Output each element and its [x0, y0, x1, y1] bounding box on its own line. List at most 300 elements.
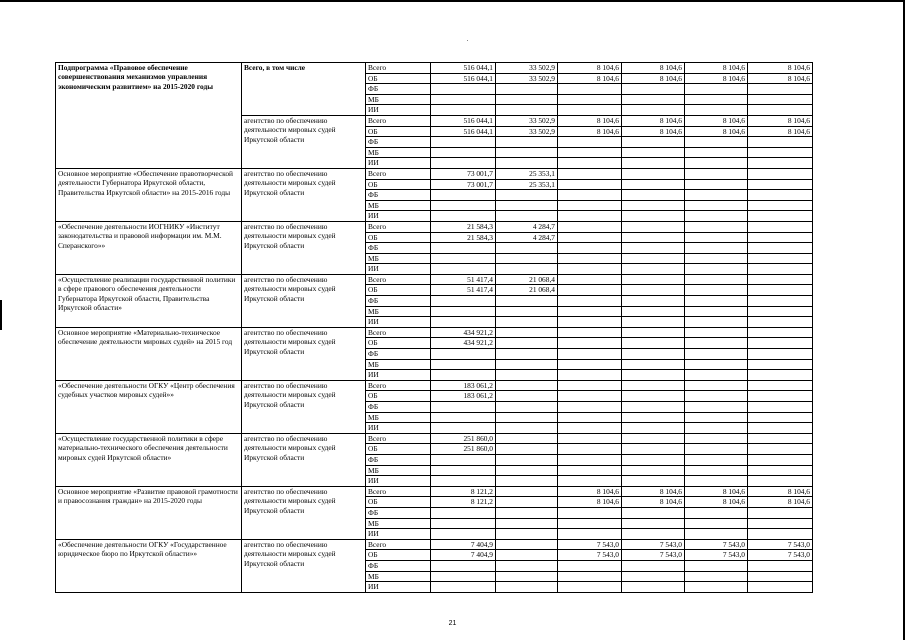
amount-cell: [622, 285, 685, 296]
amount-cell: 8 104,6: [748, 497, 813, 508]
amount-cell: [431, 158, 496, 169]
amount-cell: [748, 433, 813, 444]
amount-cell: 73 001,7: [431, 168, 496, 179]
amount-cell: [558, 200, 622, 211]
funding-source-cell: Всего: [366, 168, 431, 179]
amount-cell: [748, 412, 813, 423]
amount-cell: [431, 94, 496, 105]
amount-cell: [431, 200, 496, 211]
amount-cell: [748, 465, 813, 476]
amount-cell: [748, 518, 813, 529]
amount-cell: [622, 518, 685, 529]
amount-cell: [622, 264, 685, 275]
program-name-cell: «Обеспечение деятельности ОГКУ «Центр обеспечения судебных участков мировых судей»»: [56, 380, 242, 433]
amount-cell: [748, 84, 813, 95]
program-name-cell: «Осуществление реализации государственной политики в сфере правового обеспечения деятельности Губернатора Иркутской области, Правительства Иркутской области»: [56, 274, 242, 327]
amount-cell: 21 584,3: [431, 232, 496, 243]
funding-source-cell: МБ: [366, 200, 431, 211]
amount-cell: [685, 221, 748, 232]
amount-cell: [496, 539, 558, 550]
amount-cell: [748, 168, 813, 179]
amount-cell: [558, 391, 622, 402]
funding-source-cell: ФБ: [366, 507, 431, 518]
amount-cell: [622, 349, 685, 360]
amount-cell: [558, 444, 622, 455]
amount-cell: [685, 105, 748, 116]
funding-source-cell: ФБ: [366, 243, 431, 254]
amount-cell: [496, 571, 558, 582]
amount-cell: [748, 147, 813, 158]
amount-cell: [496, 486, 558, 497]
amount-cell: [748, 94, 813, 105]
amount-cell: [748, 158, 813, 169]
amount-cell: 8 104,6: [685, 73, 748, 84]
amount-cell: 8 104,6: [685, 486, 748, 497]
amount-cell: 434 921,2: [431, 327, 496, 338]
executor-cell: агентство по обеспечению деятельности мировых судей Иркутской области: [242, 380, 366, 433]
funding-source-cell: Всего: [366, 115, 431, 126]
amount-cell: [496, 211, 558, 222]
amount-cell: [431, 264, 496, 275]
amount-cell: 8 104,6: [558, 73, 622, 84]
amount-cell: [496, 476, 558, 487]
amount-cell: [431, 84, 496, 95]
amount-cell: [748, 105, 813, 116]
amount-cell: [558, 296, 622, 307]
amount-cell: [558, 243, 622, 254]
amount-cell: [431, 253, 496, 264]
funding-source-cell: ОБ: [366, 285, 431, 296]
amount-cell: [558, 253, 622, 264]
amount-cell: 183 061,2: [431, 391, 496, 402]
program-name-cell: Основное мероприятие «Развитие правовой грамотности и правосознания граждан» на 2015-2020 годы: [56, 486, 242, 539]
funding-source-cell: ОБ: [366, 179, 431, 190]
amount-cell: [496, 497, 558, 508]
funding-source-cell: Всего: [366, 63, 431, 74]
amount-cell: [558, 465, 622, 476]
amount-cell: [748, 454, 813, 465]
amount-cell: [748, 232, 813, 243]
amount-cell: [496, 529, 558, 540]
amount-cell: [558, 190, 622, 201]
amount-cell: [622, 507, 685, 518]
amount-cell: [685, 391, 748, 402]
page-number: 21: [448, 620, 457, 627]
amount-cell: [622, 465, 685, 476]
amount-cell: [622, 243, 685, 254]
amount-cell: [685, 518, 748, 529]
program-name-cell: «Обеспечение деятельности ИОГНИКУ «Институт законодательства и правовой информации им. М.М. Сперанского»»: [56, 221, 242, 274]
amount-cell: 7 543,0: [685, 539, 748, 550]
amount-cell: [622, 147, 685, 158]
amount-cell: [431, 412, 496, 423]
amount-cell: [496, 518, 558, 529]
table-row: [56, 274, 813, 285]
amount-cell: [558, 433, 622, 444]
table-row: [56, 433, 813, 444]
table-row: [56, 63, 813, 74]
amount-cell: 21 584,3: [431, 221, 496, 232]
funding-source-cell: Всего: [366, 539, 431, 550]
amount-cell: [685, 465, 748, 476]
amount-cell: 8 121,2: [431, 497, 496, 508]
amount-cell: [685, 349, 748, 360]
program-name-cell: Подпрограмма «Правовое обеспечение совершенствования механизмов управления экономическим развитием» на 2015-2020 годы: [56, 63, 242, 169]
amount-cell: [685, 211, 748, 222]
amount-cell: [496, 444, 558, 455]
amount-cell: [748, 179, 813, 190]
amount-cell: [496, 105, 558, 116]
amount-cell: [685, 147, 748, 158]
amount-cell: [622, 179, 685, 190]
amount-cell: [748, 560, 813, 571]
amount-cell: [496, 200, 558, 211]
amount-cell: [431, 349, 496, 360]
amount-cell: [622, 359, 685, 370]
amount-cell: [748, 285, 813, 296]
funding-source-cell: ИИ: [366, 476, 431, 487]
amount-cell: [748, 370, 813, 381]
table-row: [56, 221, 813, 232]
amount-cell: 516 044,1: [431, 126, 496, 137]
funding-source-cell: ОБ: [366, 73, 431, 84]
amount-cell: [496, 158, 558, 169]
amount-cell: [558, 211, 622, 222]
amount-cell: [496, 465, 558, 476]
amount-cell: [748, 296, 813, 307]
funding-source-cell: ИИ: [366, 317, 431, 328]
funding-source-cell: ОБ: [366, 391, 431, 402]
amount-cell: [685, 476, 748, 487]
amount-cell: [622, 338, 685, 349]
amount-cell: [622, 370, 685, 381]
amount-cell: [622, 253, 685, 264]
amount-cell: [748, 529, 813, 540]
amount-cell: 516 044,1: [431, 73, 496, 84]
amount-cell: 8 104,6: [685, 126, 748, 137]
amount-cell: 8 104,6: [622, 73, 685, 84]
amount-cell: [622, 296, 685, 307]
amount-cell: 33 502,9: [496, 126, 558, 137]
amount-cell: [496, 433, 558, 444]
amount-cell: [685, 232, 748, 243]
funding-source-cell: ФБ: [366, 402, 431, 413]
amount-cell: [431, 147, 496, 158]
amount-cell: [431, 296, 496, 307]
amount-cell: [685, 423, 748, 434]
amount-cell: [685, 190, 748, 201]
amount-cell: [496, 349, 558, 360]
funding-source-cell: Всего: [366, 221, 431, 232]
amount-cell: [558, 105, 622, 116]
amount-cell: [622, 168, 685, 179]
amount-cell: 8 104,6: [685, 115, 748, 126]
amount-cell: [431, 465, 496, 476]
amount-cell: [496, 94, 558, 105]
amount-cell: [685, 380, 748, 391]
amount-cell: 33 502,9: [496, 73, 558, 84]
amount-cell: [431, 306, 496, 317]
executor-cell: агентство по обеспечению деятельности мировых судей Иркутской области: [242, 433, 366, 486]
amount-cell: [496, 338, 558, 349]
table-row: [56, 539, 813, 550]
amount-cell: [748, 359, 813, 370]
funding-source-cell: МБ: [366, 412, 431, 423]
amount-cell: 251 860,0: [431, 444, 496, 455]
amount-cell: 4 284,7: [496, 232, 558, 243]
amount-cell: [748, 582, 813, 593]
amount-cell: [748, 444, 813, 455]
amount-cell: [558, 327, 622, 338]
amount-cell: [685, 306, 748, 317]
amount-cell: [496, 317, 558, 328]
amount-cell: [748, 402, 813, 413]
funding-source-cell: ОБ: [366, 444, 431, 455]
amount-cell: 7 543,0: [622, 550, 685, 561]
amount-cell: 4 284,7: [496, 221, 558, 232]
amount-cell: [558, 507, 622, 518]
funding-source-cell: ФБ: [366, 349, 431, 360]
amount-cell: [496, 412, 558, 423]
amount-cell: [558, 179, 622, 190]
table-row: [56, 380, 813, 391]
amount-cell: [685, 137, 748, 148]
funding-source-cell: МБ: [366, 465, 431, 476]
table-row: [56, 327, 813, 338]
amount-cell: [748, 200, 813, 211]
amount-cell: [622, 232, 685, 243]
amount-cell: [685, 529, 748, 540]
amount-cell: [496, 402, 558, 413]
amount-cell: [496, 296, 558, 307]
amount-cell: 434 921,2: [431, 338, 496, 349]
amount-cell: [685, 200, 748, 211]
amount-cell: [622, 137, 685, 148]
budget-table-body: [56, 63, 813, 593]
funding-source-cell: ОБ: [366, 126, 431, 137]
funding-source-cell: МБ: [366, 147, 431, 158]
executor-cell: агентство по обеспечению деятельности мировых судей Иркутской области: [242, 168, 366, 221]
amount-cell: [685, 507, 748, 518]
amount-cell: [685, 433, 748, 444]
funding-source-cell: ИИ: [366, 423, 431, 434]
amount-cell: [558, 412, 622, 423]
amount-cell: 21 068,4: [496, 274, 558, 285]
amount-cell: [685, 317, 748, 328]
amount-cell: [622, 317, 685, 328]
amount-cell: [748, 243, 813, 254]
amount-cell: 8 121,2: [431, 486, 496, 497]
amount-cell: [496, 84, 558, 95]
amount-cell: 7 543,0: [685, 550, 748, 561]
amount-cell: [558, 359, 622, 370]
amount-cell: [558, 582, 622, 593]
amount-cell: [431, 571, 496, 582]
amount-cell: [622, 84, 685, 95]
funding-source-cell: Всего: [366, 327, 431, 338]
scan-border-top: [0, 0, 905, 2]
amount-cell: 8 104,6: [622, 486, 685, 497]
amount-cell: [558, 349, 622, 360]
amount-cell: [685, 264, 748, 275]
amount-cell: [496, 264, 558, 275]
amount-cell: [685, 338, 748, 349]
amount-cell: [748, 306, 813, 317]
amount-cell: [496, 243, 558, 254]
amount-cell: [748, 507, 813, 518]
amount-cell: [748, 391, 813, 402]
funding-source-cell: ОБ: [366, 338, 431, 349]
amount-cell: [558, 380, 622, 391]
amount-cell: [558, 518, 622, 529]
amount-cell: [431, 370, 496, 381]
amount-cell: [431, 243, 496, 254]
amount-cell: [748, 211, 813, 222]
executor-cell: агентство по обеспечению деятельности мировых судей Иркутской области: [242, 327, 366, 380]
amount-cell: [558, 94, 622, 105]
budget-table: [55, 62, 813, 593]
program-name-cell: «Обеспечение деятельности ОГКУ «Государственное юридическое бюро по Иркутской области»»: [56, 539, 242, 592]
amount-cell: 8 104,6: [748, 115, 813, 126]
amount-cell: [748, 317, 813, 328]
amount-cell: [622, 529, 685, 540]
amount-cell: [558, 306, 622, 317]
amount-cell: [748, 380, 813, 391]
amount-cell: 251 860,0: [431, 433, 496, 444]
amount-cell: [685, 94, 748, 105]
amount-cell: [558, 147, 622, 158]
amount-cell: [622, 190, 685, 201]
amount-cell: [685, 359, 748, 370]
amount-cell: [685, 444, 748, 455]
amount-cell: [496, 454, 558, 465]
amount-cell: 8 104,6: [558, 497, 622, 508]
amount-cell: [496, 370, 558, 381]
funding-source-cell: ФБ: [366, 296, 431, 307]
amount-cell: [685, 285, 748, 296]
amount-cell: [685, 402, 748, 413]
funding-source-cell: ИИ: [366, 529, 431, 540]
amount-cell: [558, 84, 622, 95]
amount-cell: 7 543,0: [558, 550, 622, 561]
amount-cell: 51 417,4: [431, 285, 496, 296]
amount-cell: [748, 221, 813, 232]
funding-source-cell: ИИ: [366, 158, 431, 169]
amount-cell: [748, 264, 813, 275]
funding-source-cell: ФБ: [366, 560, 431, 571]
amount-cell: [685, 412, 748, 423]
funding-source-cell: МБ: [366, 571, 431, 582]
amount-cell: [622, 211, 685, 222]
amount-cell: [748, 327, 813, 338]
amount-cell: [558, 285, 622, 296]
amount-cell: [431, 190, 496, 201]
amount-cell: 8 104,6: [558, 63, 622, 74]
executor-cell: агентство по обеспечению деятельности мировых судей Иркутской области: [242, 221, 366, 274]
amount-cell: [748, 476, 813, 487]
amount-cell: [558, 423, 622, 434]
amount-cell: 51 417,4: [431, 274, 496, 285]
funding-source-cell: ИИ: [366, 582, 431, 593]
amount-cell: [496, 582, 558, 593]
funding-source-cell: ОБ: [366, 550, 431, 561]
program-name-cell: Основное мероприятие «Обеспечение правотворческой деятельности Губернатора Иркутской области, Правительства Иркутской области» на 2015-2016 годы: [56, 168, 242, 221]
amount-cell: [748, 571, 813, 582]
funding-source-cell: ИИ: [366, 370, 431, 381]
amount-cell: 8 104,6: [622, 497, 685, 508]
amount-cell: [496, 306, 558, 317]
table-row: [56, 168, 813, 179]
funding-source-cell: ФБ: [366, 190, 431, 201]
amount-cell: [431, 582, 496, 593]
funding-source-cell: ИИ: [366, 211, 431, 222]
amount-cell: [431, 560, 496, 571]
amount-cell: 33 502,9: [496, 115, 558, 126]
program-name-cell: «Осуществление государственной политики в сфере материально-технического обеспечения деятельности мировых судей Иркутской области»: [56, 433, 242, 486]
amount-cell: [685, 168, 748, 179]
executor-cell: агентство по обеспечению деятельности мировых судей Иркутской области: [242, 115, 366, 168]
amount-cell: [748, 253, 813, 264]
executor-cell: агентство по обеспечению деятельности мировых судей Иркутской области: [242, 539, 366, 592]
amount-cell: [685, 253, 748, 264]
amount-cell: 7 404,9: [431, 539, 496, 550]
amount-cell: [748, 423, 813, 434]
amount-cell: [685, 454, 748, 465]
amount-cell: [558, 402, 622, 413]
amount-cell: [558, 137, 622, 148]
amount-cell: [622, 105, 685, 116]
amount-cell: [431, 402, 496, 413]
table-row: [56, 486, 813, 497]
amount-cell: [431, 423, 496, 434]
amount-cell: [431, 529, 496, 540]
amount-cell: [622, 560, 685, 571]
amount-cell: [558, 454, 622, 465]
amount-cell: 21 068,4: [496, 285, 558, 296]
amount-cell: [685, 243, 748, 254]
amount-cell: [685, 158, 748, 169]
amount-cell: [496, 359, 558, 370]
amount-cell: [558, 274, 622, 285]
amount-cell: [622, 327, 685, 338]
amount-cell: [622, 402, 685, 413]
amount-cell: [622, 476, 685, 487]
funding-source-cell: ИИ: [366, 105, 431, 116]
amount-cell: [558, 529, 622, 540]
amount-cell: [748, 137, 813, 148]
funding-source-cell: Всего: [366, 433, 431, 444]
amount-cell: 25 353,1: [496, 168, 558, 179]
funding-source-cell: Всего: [366, 486, 431, 497]
amount-cell: 8 104,6: [748, 63, 813, 74]
amount-cell: [431, 317, 496, 328]
amount-cell: [685, 84, 748, 95]
amount-cell: [748, 190, 813, 201]
amount-cell: 25 353,1: [496, 179, 558, 190]
funding-source-cell: МБ: [366, 359, 431, 370]
amount-cell: [431, 476, 496, 487]
amount-cell: 8 104,6: [748, 126, 813, 137]
funding-source-cell: МБ: [366, 94, 431, 105]
amount-cell: [558, 158, 622, 169]
amount-cell: [496, 560, 558, 571]
amount-cell: [496, 391, 558, 402]
amount-cell: [496, 253, 558, 264]
funding-source-cell: Всего: [366, 274, 431, 285]
amount-cell: [622, 454, 685, 465]
amount-cell: [685, 582, 748, 593]
scan-speck: [467, 40, 468, 41]
